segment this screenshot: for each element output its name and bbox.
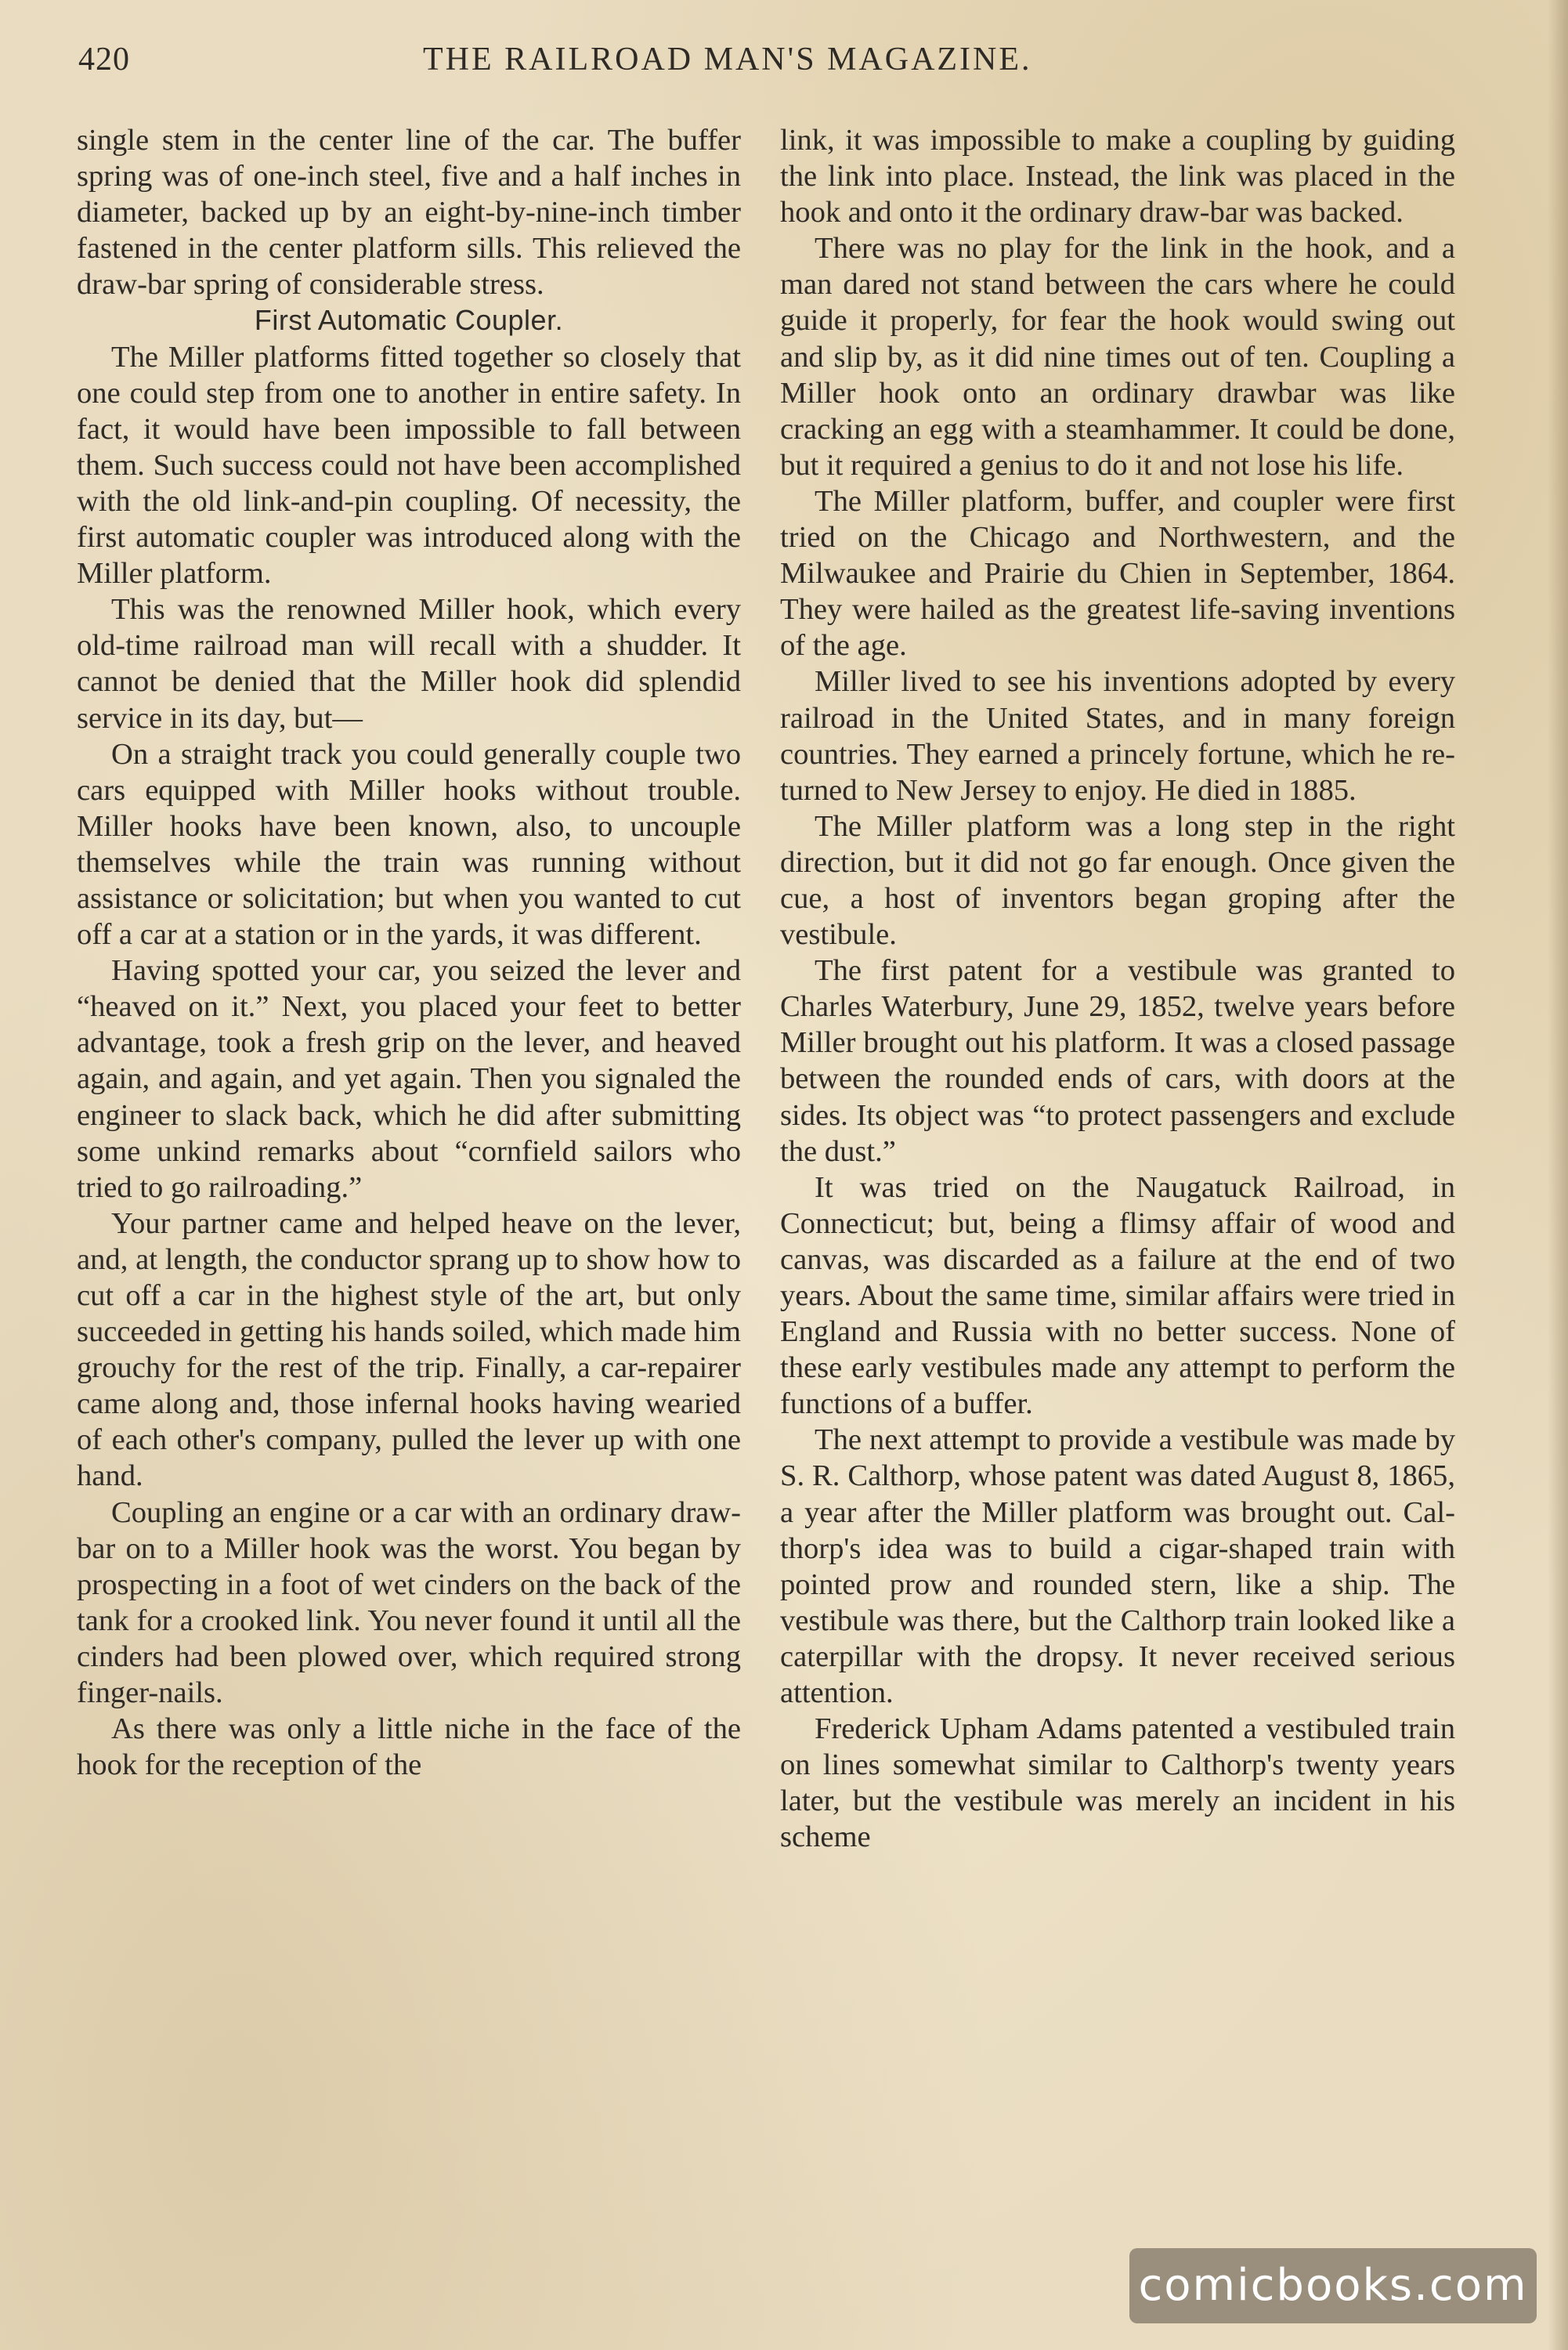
left-paragraph-5: Having spotted your car, you seized the lever and “heaved on it.” Next, you placed your feet to better advantage, took a fresh grip on the lever, and heaved again, and again, and yet again. Then you signaled the engineer to slack back, which he did after submitting some unkind remarks about “cornfield sailors who tried to go railroading.” — [77, 954, 741, 1204]
left-paragraph-3: This was the renowned Miller hook, which every old-time railroad man will recall with a shudder. It cannot be denied that the Miller hook did splendid service in its day, but— — [77, 593, 741, 735]
right-paragraph-6: The first patent for a vestibule was granted to Charles Waterbury, June 29, 1852, twelve years before Miller brought out his platform. It was a closed passage between the rounded ends of cars, with doors at the sides. Its object was “to protect passengers and exclude the dust.” — [780, 954, 1455, 1168]
left-paragraph-7: Coupling an engine or a car with an ordinary draw-bar on to a Miller hook was the worst. You began by prospecting in a foot of wet cinders on the back of the tank for a crooked link. You never found it until all the cinders had been plowed over, which required strong finger-nails. — [77, 1495, 741, 1710]
left-column — [77, 122, 741, 1783]
right-paragraph-8: The next attempt to provide a vestibule was made by S. R. Calthorp, whose patent was dated August 8, 1865, a year after the Miller platform was brought out. Calthorp's idea was to build a cigar-shaped train with pointed prow and rounded stern, like a ship. The vestibule was there, but the Calthorp train looked like a caterpillar with the dropsy. It never received serious attention. — [780, 1423, 1455, 1710]
right-paragraph-2: There was no play for the link in the hook, and a man dared not stand between the cars where he could guide it properly, for fear the hook would swing out and slip by, as it did nine times out of ten. Coupling a Miller hook onto an ordinary drawbar was like cracking an egg with a steamhammer. It could be done, but it required a genius to do it and not lose his life. — [780, 232, 1455, 482]
left-paragraph-6: Your partner came and helped heave on the lever, and, at length, the conductor sprang up to show how to cut off a car in the highest style of the art, but only succeeded in getting his hands soiled, which made him grouchy for the rest of the trip. Finally, a car-repairer came along and, those infernal hooks having wearied of each other's company, pulled the lever up with one hand. — [77, 1206, 741, 1493]
page-number: 420 — [78, 42, 130, 78]
left-paragraph-8: As there was only a little niche in the face of the hook for the reception of the — [77, 1712, 741, 1782]
right-paragraph-5: The Miller platform was a long step in the right direction, but it did not go far enough. Once given the cue, a host of inventors began groping after the vestibule. — [780, 809, 1455, 952]
running-title: THE RAILROAD MAN'S MAGAZINE. — [423, 42, 1032, 78]
right-paragraph-9: Frederick Upham Adams patented a vestibuled train on lines somewhat similar to Calthorp's twenty years later, but the vestibule was merely an incident in his scheme — [780, 1712, 1455, 1854]
right-paragraph-4: Miller lived to see his inventions adopted by every railroad in the United States, and in many foreign countries. They earned a princely fortune, which he returned to New Jersey to enjoy. He died in 1885. — [780, 665, 1455, 807]
left-paragraph-4: On a straight track you could generally couple two cars equipped with Miller hooks without trouble. Miller hooks have been known, also, to uncouple themselves while the train was running without assistance or solicitation; but when you wanted to cut off a car at a station or in the yards, it was different. — [77, 737, 741, 952]
watermark: comicbooks.com — [1129, 2248, 1537, 2323]
page-edge-shadow — [1548, 0, 1568, 2350]
left-paragraph-2: The Miller platforms fitted together so closely that one could step from one to another in entire safety. In fact, it would have been impossible to fall between them. Such success could not have been accomplished with the old link-and-pin coupling. Of necessity, the first automatic coupler was introduced along with the Miller platform. — [77, 340, 741, 591]
right-paragraph-3: The Miller platform, buffer, and coupler were first tried on the Chicago and Northwestern, and the Milwaukee and Prairie du Chien in September, 1864. They were hailed as the greatest life-saving inventions of the age. — [780, 484, 1455, 663]
left-paragraph-1: single stem in the center line of the car. The buffer spring was of one-inch steel, five and a half inches in diameter, backed up by an eight-by-nine-inch timber fastened in the center platform sills. This relieved the draw-bar spring of considerable stress. — [77, 124, 741, 302]
right-column — [780, 122, 1455, 1856]
page-header — [78, 41, 1496, 88]
right-paragraph-7: It was tried on the Naugatuck Railroad, in Connecticut; but, being a flimsy affair of wood and canvas, was discarded as a failure at the end of two years. About the same time, similar affairs were tried in England and Russia with no better success. None of these early vestibules made any attempt to perform the functions of a buffer. — [780, 1170, 1455, 1421]
right-paragraph-1: link, it was impossible to make a coupling by guiding the link into place. Instead, the link was placed in the hook and onto it the ordinary draw-bar was backed. — [780, 124, 1455, 230]
section-subhead: First Automatic Coupler. — [254, 304, 564, 337]
